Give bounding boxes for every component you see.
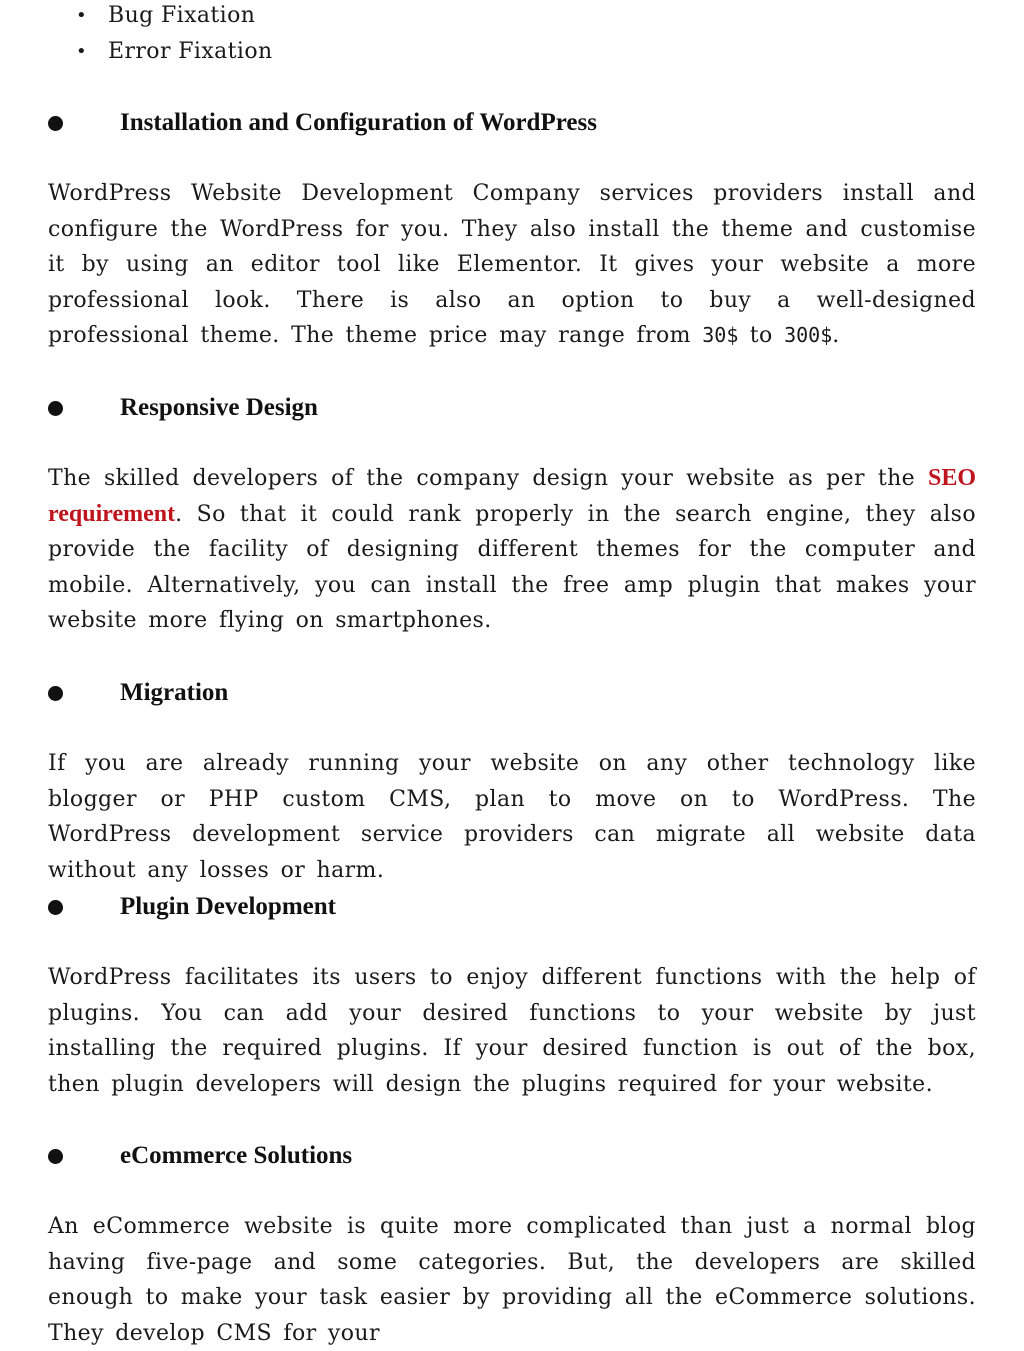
section-heading-text: eCommerce Solutions (120, 1142, 353, 1169)
bullet-dot-icon: • (76, 41, 88, 62)
section-heading-text: Migration (120, 679, 229, 706)
paragraph-text: to (738, 323, 785, 349)
seo-requirement-link[interactable]: SEO requirement (48, 465, 976, 527)
paragraph-text: . So that it could rank properly in the search engine, they also provide the facility of designing different themes for the computer and mobile. Alternatively, you can install the free amp plugin that makes your website more flying on smartphones. (48, 501, 976, 634)
price-high: 300$ (784, 323, 833, 348)
section-heading (0, 676, 1024, 712)
section-paragraph: If you are already running your website on any other technology like blogger or PHP custom CMS, plan to move on to WordPress. The WordPress development service providers can migrate all website data without any losses or harm. (48, 751, 976, 883)
sub-bullet-label: Error Fixation (108, 39, 273, 64)
paragraph-text: WordPress Website Development Company services providers install and configure the WordPress for you. They also install the theme and customise it by using an editor tool like Elementor. It gives your website a more professional look. There is also an option to buy a well-designed professional theme. The theme price may range from (48, 181, 976, 349)
section-heading (0, 391, 1024, 427)
section-paragraph: WordPress facilitates its users to enjoy different functions with the help of plugins. You can add your desired functions to your website by just installing the required plugins. If your desired function is out of the box, then plugin developers will design the plugins required for your website. (48, 965, 976, 1097)
section-heading (0, 890, 1024, 926)
bullet-dot-icon (48, 116, 63, 131)
section-heading-text: Installation and Configuration of WordPress (120, 109, 597, 136)
section-paragraph: An eCommerce website is quite more complicated than just a normal blog having five-page and some categories. But, the developers are skilled enough to make your task easier by providing all the eCommerce solutions. They develop CMS for your (48, 1214, 976, 1346)
bullet-dot-icon: • (76, 5, 88, 26)
section-heading-text: Plugin Development (120, 893, 336, 920)
price-low: 30$ (702, 323, 739, 348)
section-heading (0, 1139, 1024, 1175)
sub-bullet-label: Bug Fixation (108, 3, 256, 28)
paragraph-text: The skilled developers of the company design your website as per the (48, 466, 928, 491)
section-heading (0, 106, 1024, 142)
paragraph-text: . (832, 323, 840, 349)
section-paragraph (48, 176, 976, 354)
bullet-dot-icon (48, 686, 63, 701)
bullet-dot-icon (48, 1149, 63, 1164)
section-paragraph (48, 461, 976, 639)
section-heading-text: Responsive Design (120, 394, 318, 421)
bullet-dot-icon (48, 900, 63, 915)
bullet-dot-icon (48, 401, 63, 416)
